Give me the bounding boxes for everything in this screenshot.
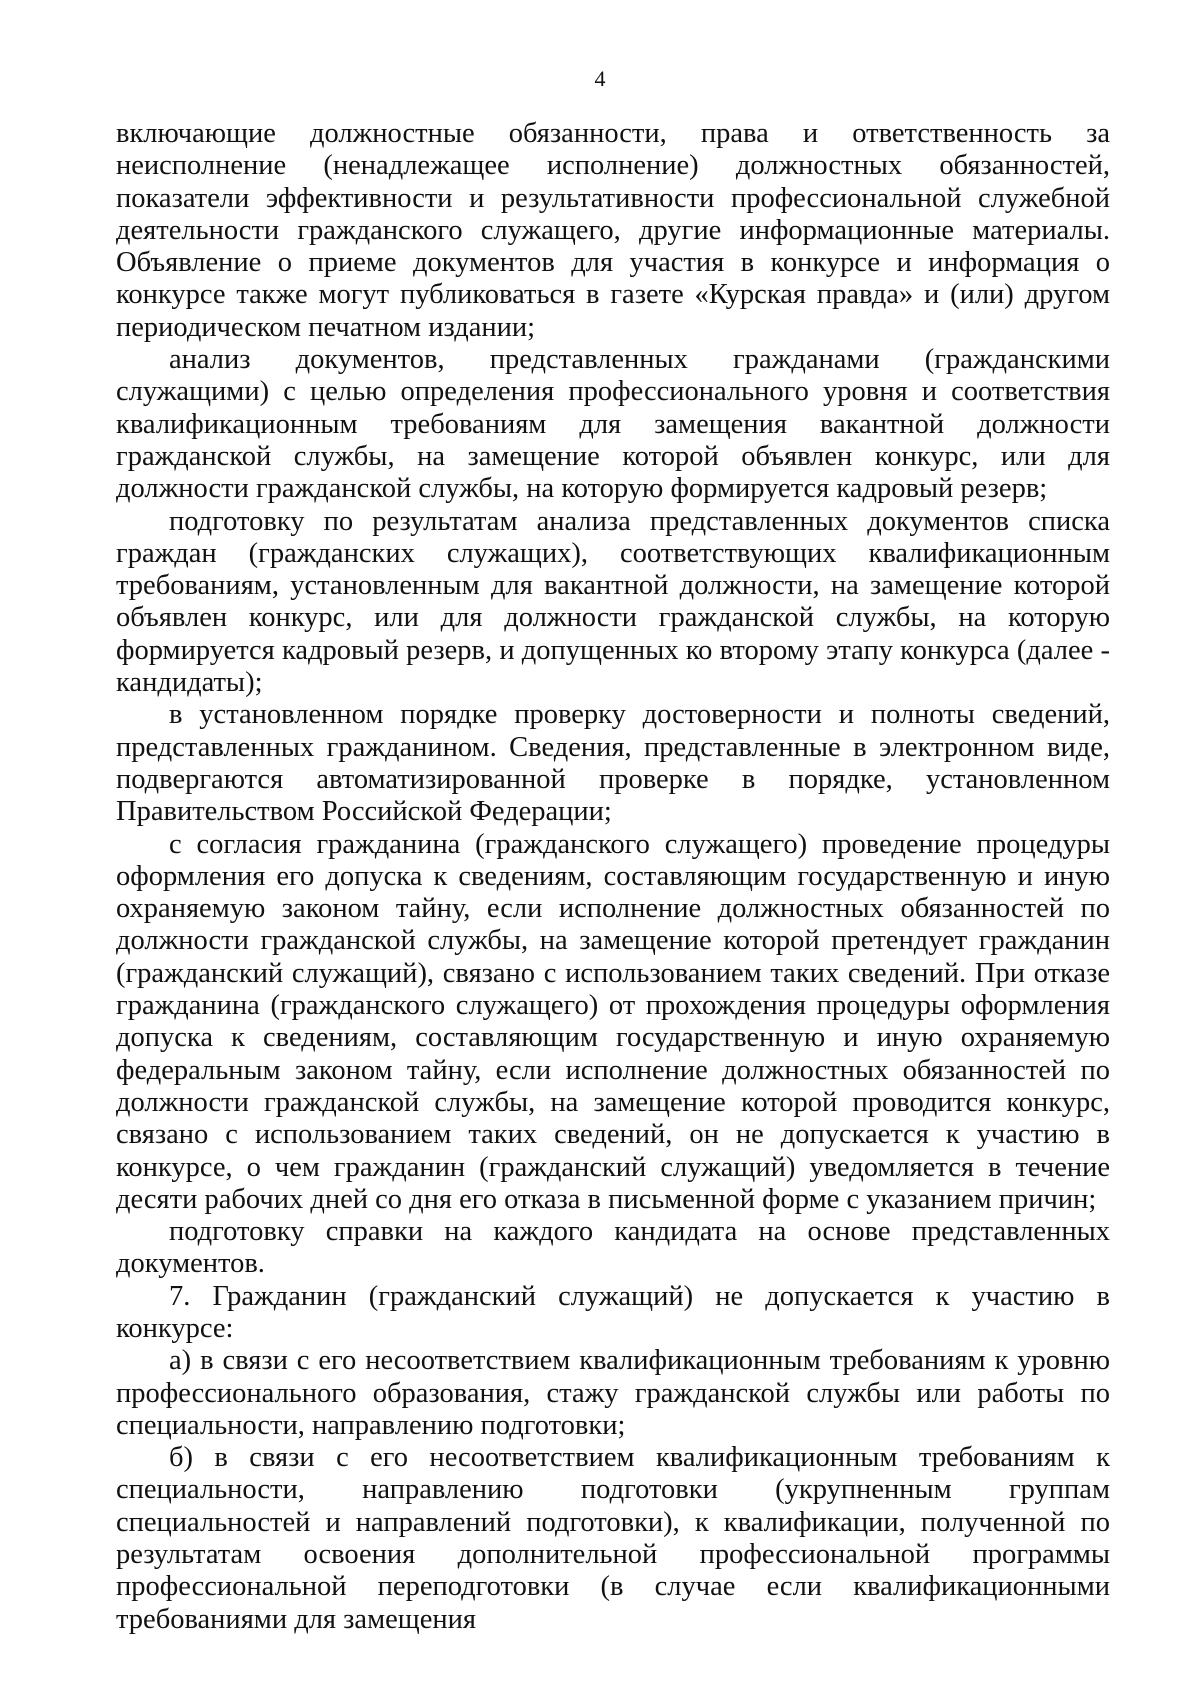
paragraph-clause-7: 7. Гражданин (гражданский служащий) не допускается к участию в конкурсе: [116,1280,1110,1344]
paragraph-clause-7b: б) в связи с его несоответствием квалификационным требованиям к специальности, направлению подготовки (укрупненным группам специальностей и направлений подготовки), к квалификации, полученной по результатам освоения дополнительной профессиональной программы профессиональной переподготовки (в случае если квалификационными требованиями для замещения [116,1442,1110,1635]
document-body [116,118,1110,1636]
paragraph-continuation: включающие должностные обязанности, права и ответственность за неисполнение (ненадлежащее исполнение) должностных обязанностей, показатели эффективности и результативности профессиональной служебной деятельности гражданского служащего, другие информационные материалы. Объявление о приеме документов для участия в конкурсе и информация о конкурсе также могут публиковаться в газете «Курская правда» и (или) другом периодическом печатном издании; [116,118,1110,343]
paragraph-reference-preparation: подготовку справки на каждого кандидата на основе представленных документов. [116,1216,1110,1280]
page-number: 4 [594,66,606,91]
paragraph-verification: в установленном порядке проверку достоверности и полноты сведений, представленных гражданином. Сведения, представленные в электронном виде, подвергаются автоматизированной проверке в порядке, установленном Правительством Российской Федерации; [116,699,1110,828]
paragraph-security-clearance: с согласия гражданина (гражданского служащего) проведение процедуры оформления его допуска к сведениям, составляющим государственную и иную охраняемую законом тайну, если исполнение должностных обязанностей по должности гражданской службы, на замещение которой претендует гражданин (гражданский служащий), связано с использованием таких сведений. При отказе гражданина (гражданского служащего) от прохождения процедуры оформления допуска к сведениям, составляющим государственную и иную охраняемую федеральным законом тайну, если исполнение должностных обязанностей по должности гражданской службы, на замещение которой проводится конкурс, связано с использованием таких сведений, он не допускается к участию в конкурсе, о чем гражданин (гражданский служащий) уведомляется в течение десяти рабочих дней со дня его отказа в письменной форме с указанием причин; [116,828,1110,1215]
paragraph-candidate-list: подготовку по результатам анализа представленных документов списка граждан (гражданских служащих), соответствующих квалификационным требованиям, установленным для вакантной должности, на замещение которой объявлен конкурс, или для должности гражданской службы, на которую формируется кадровый резерв, и допущенных ко второму этапу конкурса (далее - кандидаты); [116,505,1110,699]
paragraph-clause-7a: а) в связи с его несоответствием квалификационным требованиям к уровню профессионального образования, стажу гражданской службы или работы по специальности, направлению подготовки; [116,1345,1110,1441]
paragraph-document-analysis: анализ документов, представленных гражданами (гражданскими служащими) с целью определения профессионального уровня и соответствия квалификационным требованиям для замещения вакантной должности гражданской службы, на замещение которой объявлен конкурс, или для должности гражданской службы, на которую формируется кадровый резерв; [116,344,1110,505]
